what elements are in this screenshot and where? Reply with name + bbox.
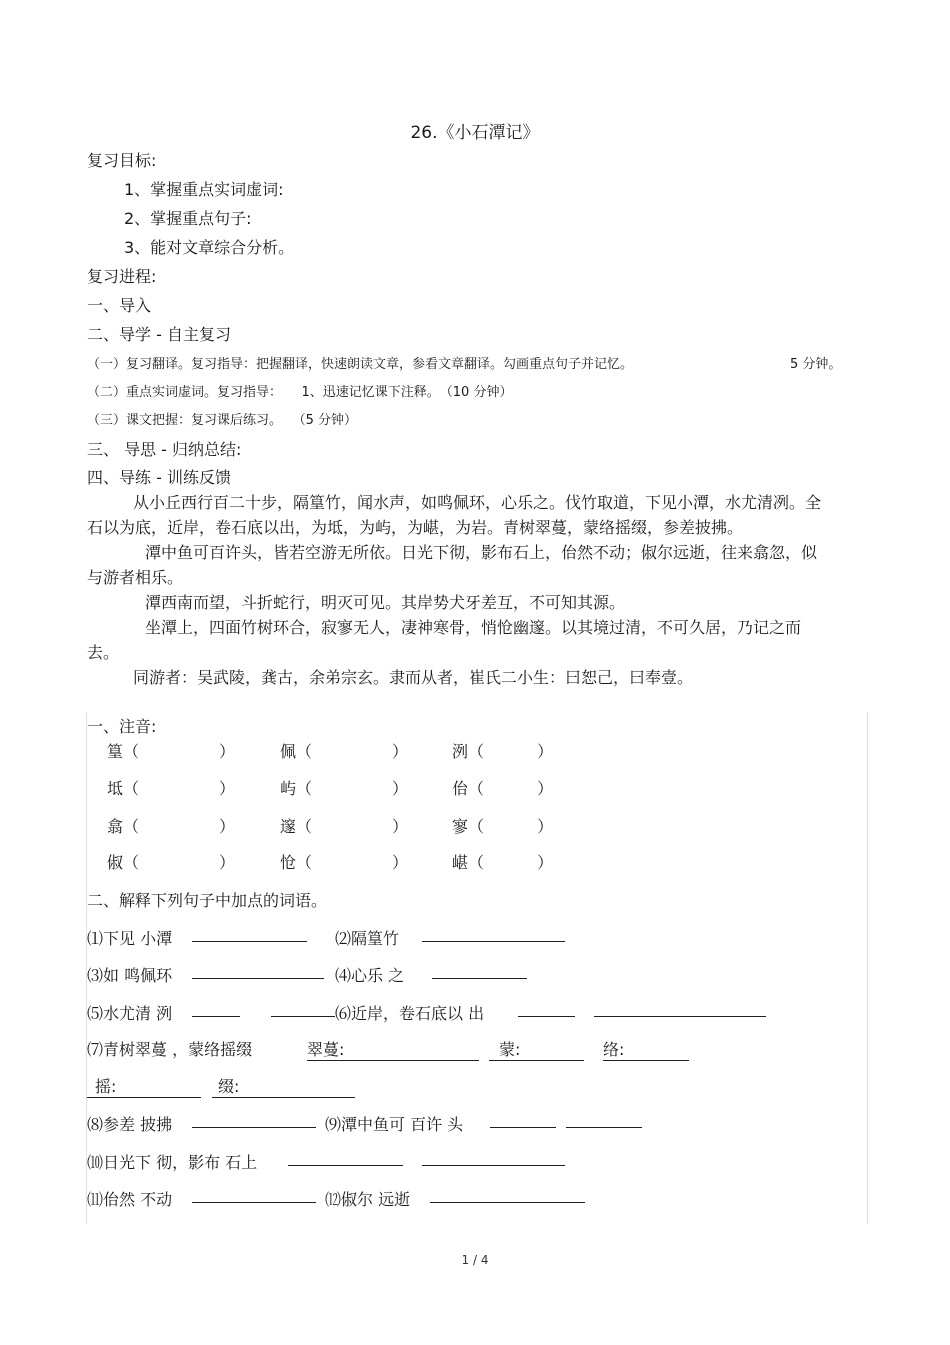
answer-blank[interactable]: 摇: [87,1074,201,1098]
pinyin-item: 邃（ ） [280,817,409,836]
section-heading: 二、导学 - 自主复习 [87,325,231,344]
section-heading: 三、 导思 - 归纳总结: [87,440,242,459]
question: ⑽日光下 彻，影布 石上 [87,1153,258,1172]
sub-item: （三）课文把握：复习课后练习。 （5 分钟） [87,413,358,428]
question: ⑶如 鸣佩环 [87,966,173,985]
goal-item: 1、掌握重点实词虚词: [124,180,284,199]
answer-blank[interactable]: 蒙: [489,1037,584,1061]
answer-blank[interactable] [422,1150,565,1170]
pinyin-item: 俶（ ） [107,853,236,872]
passage [87,490,827,690]
answer-blank[interactable] [192,1187,316,1207]
question: ⑴下见 小潭 [87,929,173,948]
question: ⑷心乐 之 [335,966,405,985]
answer-blank[interactable] [432,963,527,983]
pinyin-item: 佩（ ） [280,742,409,761]
question: ⑵隔篁竹 [335,929,400,948]
passage-paragraph: 从小丘西行百二十步，隔篁竹，闻水声，如鸣佩环，心乐之。伐竹取道，下见小潭，水尤清冽。全石以为底，近岸，卷石底以出，为坻，为屿，为嵁，为岩。青树翠蔓，蒙络摇缀，参差披拂。 [87,493,822,537]
section-heading: 四、导练 - 训练反馈 [87,468,231,487]
page-number: 1 / 4 [461,1253,489,1267]
answer-blank[interactable]: 翠蔓: [307,1037,479,1061]
pinyin-item: 怆（ ） [280,853,409,872]
answer-blank[interactable] [271,1001,335,1021]
goal-item: 2、掌握重点句子: [124,209,252,228]
question: ⑹近岸，卷石底以 出 [335,1004,485,1023]
passage-paragraph: 潭中鱼可百许头，皆若空游无所依。日光下彻，影布石上，佁然不动；俶尔远逝，往来翕忽，似与游者相乐。 [87,543,818,587]
pinyin-item: 嵁（ ） [452,853,554,872]
answer-blank[interactable] [192,1112,316,1132]
pinyin-item: 洌（ ） [452,742,554,761]
answer-blank[interactable] [490,1112,556,1132]
pinyin-item: 篁（ ） [107,742,236,761]
answer-blank[interactable] [430,1187,585,1207]
pinyin-item: 寥（ ） [452,817,554,836]
document-title: 26.《小石潭记》 [410,123,540,143]
sub-item-time: 5 分钟。 [790,357,842,372]
pinyin-item: 坻（ ） [107,779,236,798]
answer-blank[interactable] [518,1001,575,1021]
answer-blank[interactable] [566,1112,642,1132]
goals-heading: 复习目标: [87,151,157,170]
question: ⑾佁然 不动 [87,1190,173,1209]
passage-paragraph: 坐潭上，四面竹树环合，寂寥无人，凄神寒骨，悄怆幽邃。以其境过清，不可久居，乃记之而去。 [87,618,802,662]
question: ⑻参差 披拂 [87,1115,173,1134]
passage-paragraph: 同游者：吴武陵，龚古，余弟宗玄。隶而从者，崔氏二小生：曰恕己，曰奉壹。 [133,668,694,687]
answer-blank[interactable]: 缀: [212,1074,355,1098]
answer-blank[interactable]: 络: [603,1037,689,1061]
question: ⑺青树翠蔓 ，蒙络摇缀 [87,1040,253,1059]
exercise-heading: 一、注音: [87,717,157,736]
answer-blank[interactable] [192,1001,240,1021]
sub-item: （二）重点实词虚词。复习指导： 1、迅速记忆课下注释。 （10 分钟） [87,385,513,400]
answer-blank[interactable] [192,963,324,983]
pinyin-item: 屿（ ） [280,779,409,798]
passage-paragraph: 潭西南而望，斗折蛇行，明灭可见。其岸势犬牙差互，不可知其源。 [145,593,626,612]
question: ⑸水尤清 洌 [87,1004,173,1023]
answer-blank[interactable] [288,1150,403,1170]
answer-blank[interactable] [192,926,307,946]
section-heading: 一、导入 [87,296,152,315]
pinyin-item: 佁（ ） [452,779,554,798]
sub-item: （一）复习翻译。复习指导：把握翻译，快速朗读文章，参看文章翻译。勾画重点句子并记忆。 [87,357,634,372]
answer-blank[interactable] [422,926,565,946]
goal-item: 3、能对文章综合分析。 [124,238,295,257]
question: ⑿俶尔 远逝 [325,1190,411,1209]
pinyin-item: 翕（ ） [107,817,236,836]
exercise-heading: 二、解释下列句子中加点的词语。 [87,891,328,910]
question: ⑼潭中鱼可 百许 头 [325,1115,464,1134]
answer-blank[interactable] [594,1001,766,1021]
process-heading: 复习进程: [87,267,157,286]
